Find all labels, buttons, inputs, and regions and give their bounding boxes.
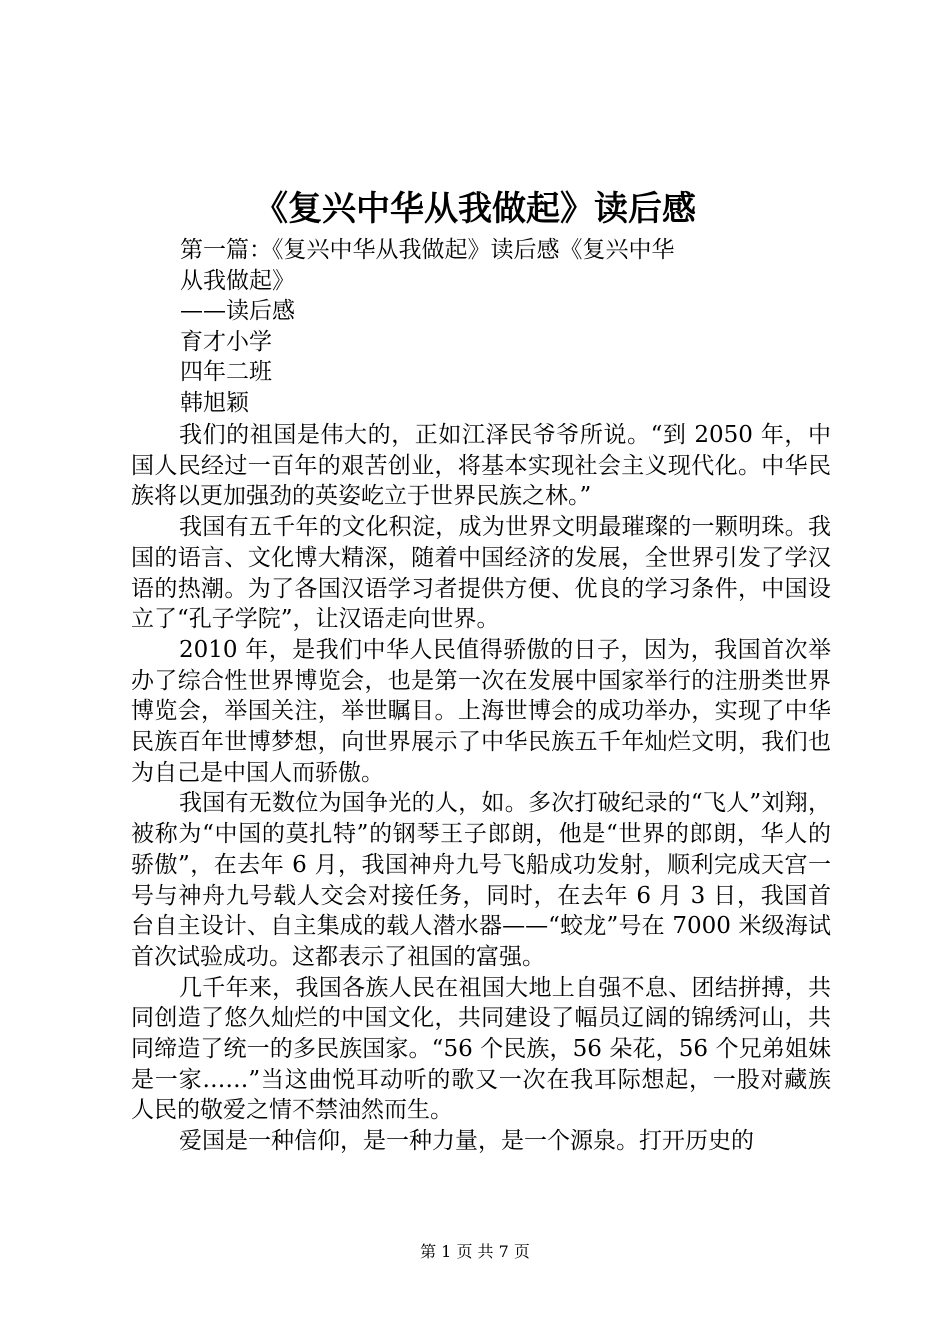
body-paragraph-2: 我国有五千年的文化积淀，成为世界文明最璀璨的一颗明珠。我国的语言、文化博大精深，随着中国经济的发展，全世界引发了学汉语的热潮。为了各国汉语学习者提供方便、优良的学习条件，中国设立了“孔子学院”，让汉语走向世界。: [131, 514, 831, 633]
body-paragraph-4: 我国有无数位为国争光的人，如。多次打破纪录的“飞人”刘翔，被称为“中国的莫扎特”的钢琴王子郎朗，他是“世界的郎朗，华人的骄傲”，在去年 6 月，我国神舟九号飞船成功发射，顺利完成天宫一号与神舟九号载人交会对接任务，同时，在去年 6 月 3 日，我国首台自主设计、自主集成的载人潜水器——“蛟龙”号在 7000 米级海试首次试验成功。这都表示了祖国的富强。: [131, 790, 831, 970]
article-header: [180, 235, 820, 418]
header-line-author: 韩旭颖: [180, 389, 249, 416]
header-line-school: 育才小学: [180, 328, 272, 355]
body-paragraph-3: 2010 年，是我们中华人民值得骄傲的日子，因为，我国首次举办了综合性世界博览会，也是第一次在发展中国家举行的注册类世界博览会，举国关注，举世瞩目。上海世博会的成功举办，实现了中华民族百年世博梦想，向世界展示了中华民族五千年灿烂文明，我们也为自己是中国人而骄傲。: [131, 636, 831, 786]
header-line-subtitle: ——读后感: [180, 298, 295, 324]
header-line-series-title: 第一篇：《复兴中华从我做起》读后感《复兴中华: [180, 237, 675, 263]
document-title: 《复兴中华从我做起》读后感: [254, 189, 696, 229]
body-paragraph-1: 我们的祖国是伟大的，正如江泽民爷爷所说。“到 2050 年，中国人民经过一百年的艰苦创业，将基本实现社会主义现代化。中华民族将以更加强劲的英姿屹立于世界民族之林。”: [131, 422, 831, 510]
header-line-class: 四年二班: [180, 359, 272, 385]
page-footer: 第 1 页 共 7 页: [420, 1242, 530, 1261]
body-paragraph-5: 几千年来，我国各族人民在祖国大地上自强不息、团结拼搏，共同创造了悠久灿烂的中国文化，共同建设了幅员辽阔的锦绣河山，共同缔造了统一的多民族国家。“56 个民族，56 朵花，56 个兄弟姐妹是一家……”当这曲悦耳动听的歌又一次在我耳际想起，一股对藏族人民的敬爱之情不禁油然而生。: [131, 974, 831, 1124]
header-line-series-title-cont: 从我做起》: [180, 267, 295, 294]
article-body: [131, 420, 831, 1157]
body-paragraph-6: 爱国是一种信仰，是一种力量，是一个源泉。打开历史的: [179, 1128, 754, 1155]
